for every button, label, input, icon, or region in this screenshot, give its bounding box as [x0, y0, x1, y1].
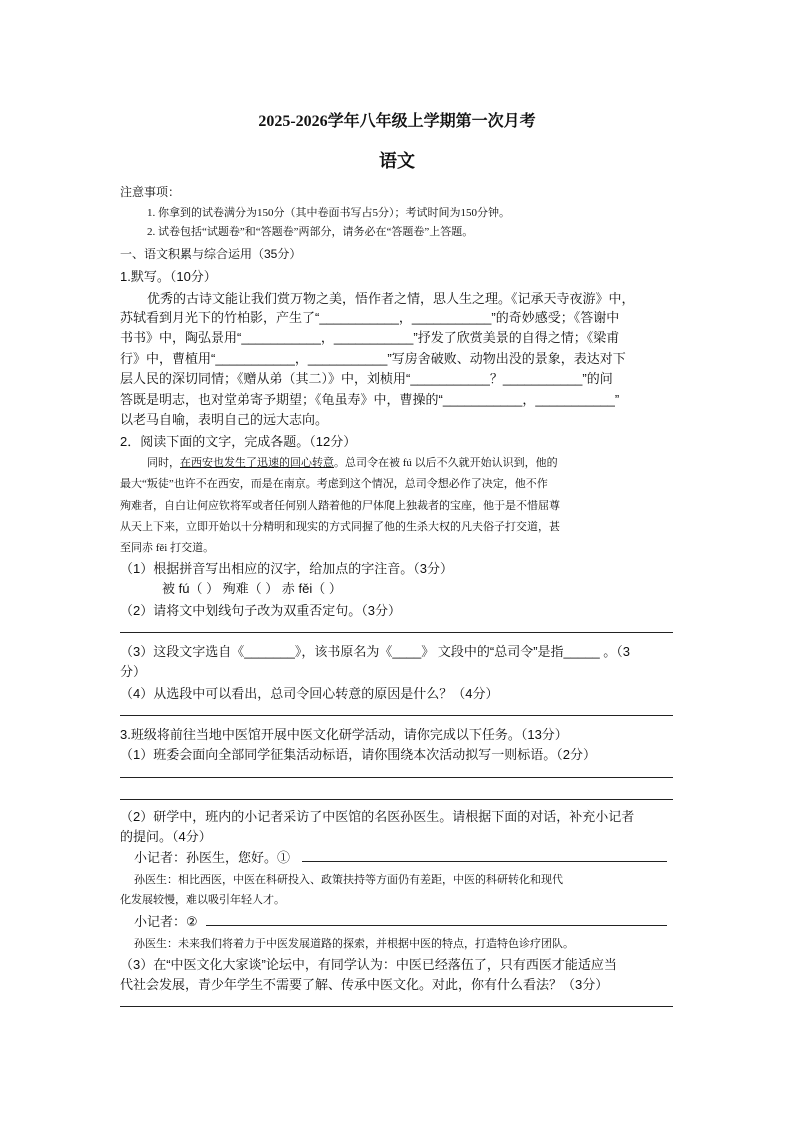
q2-passage-line-2: 最大“叛徒”也许不在西安，而是在南京。考虑到这个情况，总司令想必作了决定，他不作	[120, 478, 548, 490]
q3-reporter-question-1: 小记者：孙医生，您好。①	[134, 850, 291, 865]
q1-line-1: 优秀的古诗文能让我们赏万物之美，悟作者之情，思人生之理。《记承天寺夜游》中，	[147, 291, 635, 306]
q3-sub-3-line-1: （3）在“中医文化大家谈”论坛中，有同学认为：中医已经落伍了，只有西医才能适应当	[120, 957, 617, 972]
q2-passage-line-1	[147, 454, 558, 470]
q1-line-5: 层人民的深切同情；《赠从弟（其二）》中，刘桢用“___________？___________”的问	[120, 371, 613, 386]
q2-passage-line-4: 从天上下来，立即开始以十分精明和现实的方式同握了他的生杀大权的凡夫俗子打交道，甚	[120, 521, 560, 533]
q1-line-3: 书书》中，陶弘景用“___________，___________”抒发了欣赏美景的自得之情；《梁甫	[120, 330, 620, 345]
q3-sub-2-line-2: 的提问。（4分）	[120, 829, 212, 844]
q2-sub-2-answer-line[interactable]	[120, 632, 673, 633]
q2-heading: 2．阅读下面的文字，完成各题。（12分）	[120, 434, 357, 449]
notes-item-2: 2. 试卷包括“试题卷”和“答题卷”两部分，请务必在“答题卷”上答题。	[147, 226, 474, 238]
q1-line-6: 答既是明志，也对堂弟寄予期望；《龟虽寿》中，曹操的“___________，___________”	[120, 392, 620, 407]
q2-sub-4: （4）从选段中可以看出，总司令回心转意的原因是什么？（4分）	[120, 686, 499, 701]
q2-underlined-sentence: 在西安也发生了迅速的回心转意	[180, 457, 334, 469]
notes-item-1: 1. 你拿到的试卷满分为150分（其中卷面书写占5分）；考试时间为150分钟。	[147, 207, 510, 219]
q2-passage-line-5: 至同赤 fěi 打交道。	[120, 542, 215, 554]
notes-heading: 注意事项：	[120, 185, 181, 199]
q1-line-4: 行》中，曹植用“___________，___________”写房舍破败、动物出没的景象，表达对下	[120, 351, 626, 366]
q3-doctor-answer-2: 孙医生：未来我们将着力于中医发展道路的探索，并根据中医的特点，打造特色诊疗团队。	[134, 938, 574, 950]
q3-reporter-answer-line-2[interactable]	[206, 925, 667, 926]
q1-heading: 1.默写。（10分）	[120, 269, 217, 284]
q3-reporter-question-2: 小记者：②	[134, 914, 198, 929]
exam-title: 2025-2026学年八年级上学期第一次月考	[258, 113, 536, 130]
q3-sub-1-answer-line-1[interactable]	[120, 777, 673, 778]
q3-sub-1-answer-line-2[interactable]	[120, 799, 673, 800]
q3-heading: 3.班级将前往当地中医馆开展中医文化研学活动，请你完成以下任务。（13分）	[120, 727, 568, 742]
q3-sub-3-answer-line[interactable]	[120, 1006, 673, 1007]
q3-sub-2-line-1: （2）研学中，班内的小记者采访了中医馆的名医孙医生。请根据下面的对话，补充小记者	[120, 809, 635, 824]
q2-passage-prefix: 同时，	[147, 457, 180, 469]
q3-reporter-answer-line-1[interactable]	[302, 861, 667, 862]
q1-line-2: 苏轼看到月光下的竹柏影，产生了“___________，___________”的奇妙感受；《答谢中	[120, 310, 620, 325]
subject-title: 语文	[379, 151, 415, 171]
q2-sub-3-line-2: 分）	[120, 664, 147, 679]
q2-passage-line-3: 殉难者，自白让何应钦将军或者任何别人踏着他的尸体爬上独裁者的宝座，他于是不惜屈尊	[120, 500, 560, 512]
q2-sub-1-items: 被 fú（ ） 殉难（ ） 赤 fěi（ ）	[162, 581, 342, 596]
q2-sub-1: （1）根据拼音写出相应的汉字，给加点的字注音。（3分）	[120, 561, 453, 576]
q2-sub-4-answer-line[interactable]	[120, 715, 673, 716]
q3-doctor-answer-1-line-2: 化发展较慢，难以吸引年轻人才。	[120, 894, 285, 906]
q3-reporter-line-1	[134, 847, 290, 866]
q3-sub-1: （1）班委会面向全部同学征集活动标语，请你围绕本次活动拟写一则标语。（2分）	[120, 747, 596, 762]
q3-doctor-answer-1-line-1: 孙医生：相比西医，中医在科研投入、政策扶持等方面仍有差距，中医的科研转化和现代	[134, 874, 563, 886]
section-1-heading: 一、语文积累与综合运用（35分）	[120, 247, 302, 261]
q2-passage-suffix: 。总司令在被 fú 以后不久就开始认识到，他的	[334, 457, 558, 469]
q1-line-7: 以老马自喻，表明自己的远大志向。	[120, 412, 329, 427]
q3-sub-3-line-2: 代社会发展，青少年学生不需要了解、传承中医文化。对此，你有什么看法？（3分）	[120, 977, 609, 992]
q2-sub-2: （2）请将文中划线句子改为双重否定句。（3分）	[120, 603, 401, 618]
q2-sub-3-line-1: （3）这段文字选自《_______》，该书原名为《____》 文段中的“总司令”是指_____ 。（3	[120, 644, 631, 659]
